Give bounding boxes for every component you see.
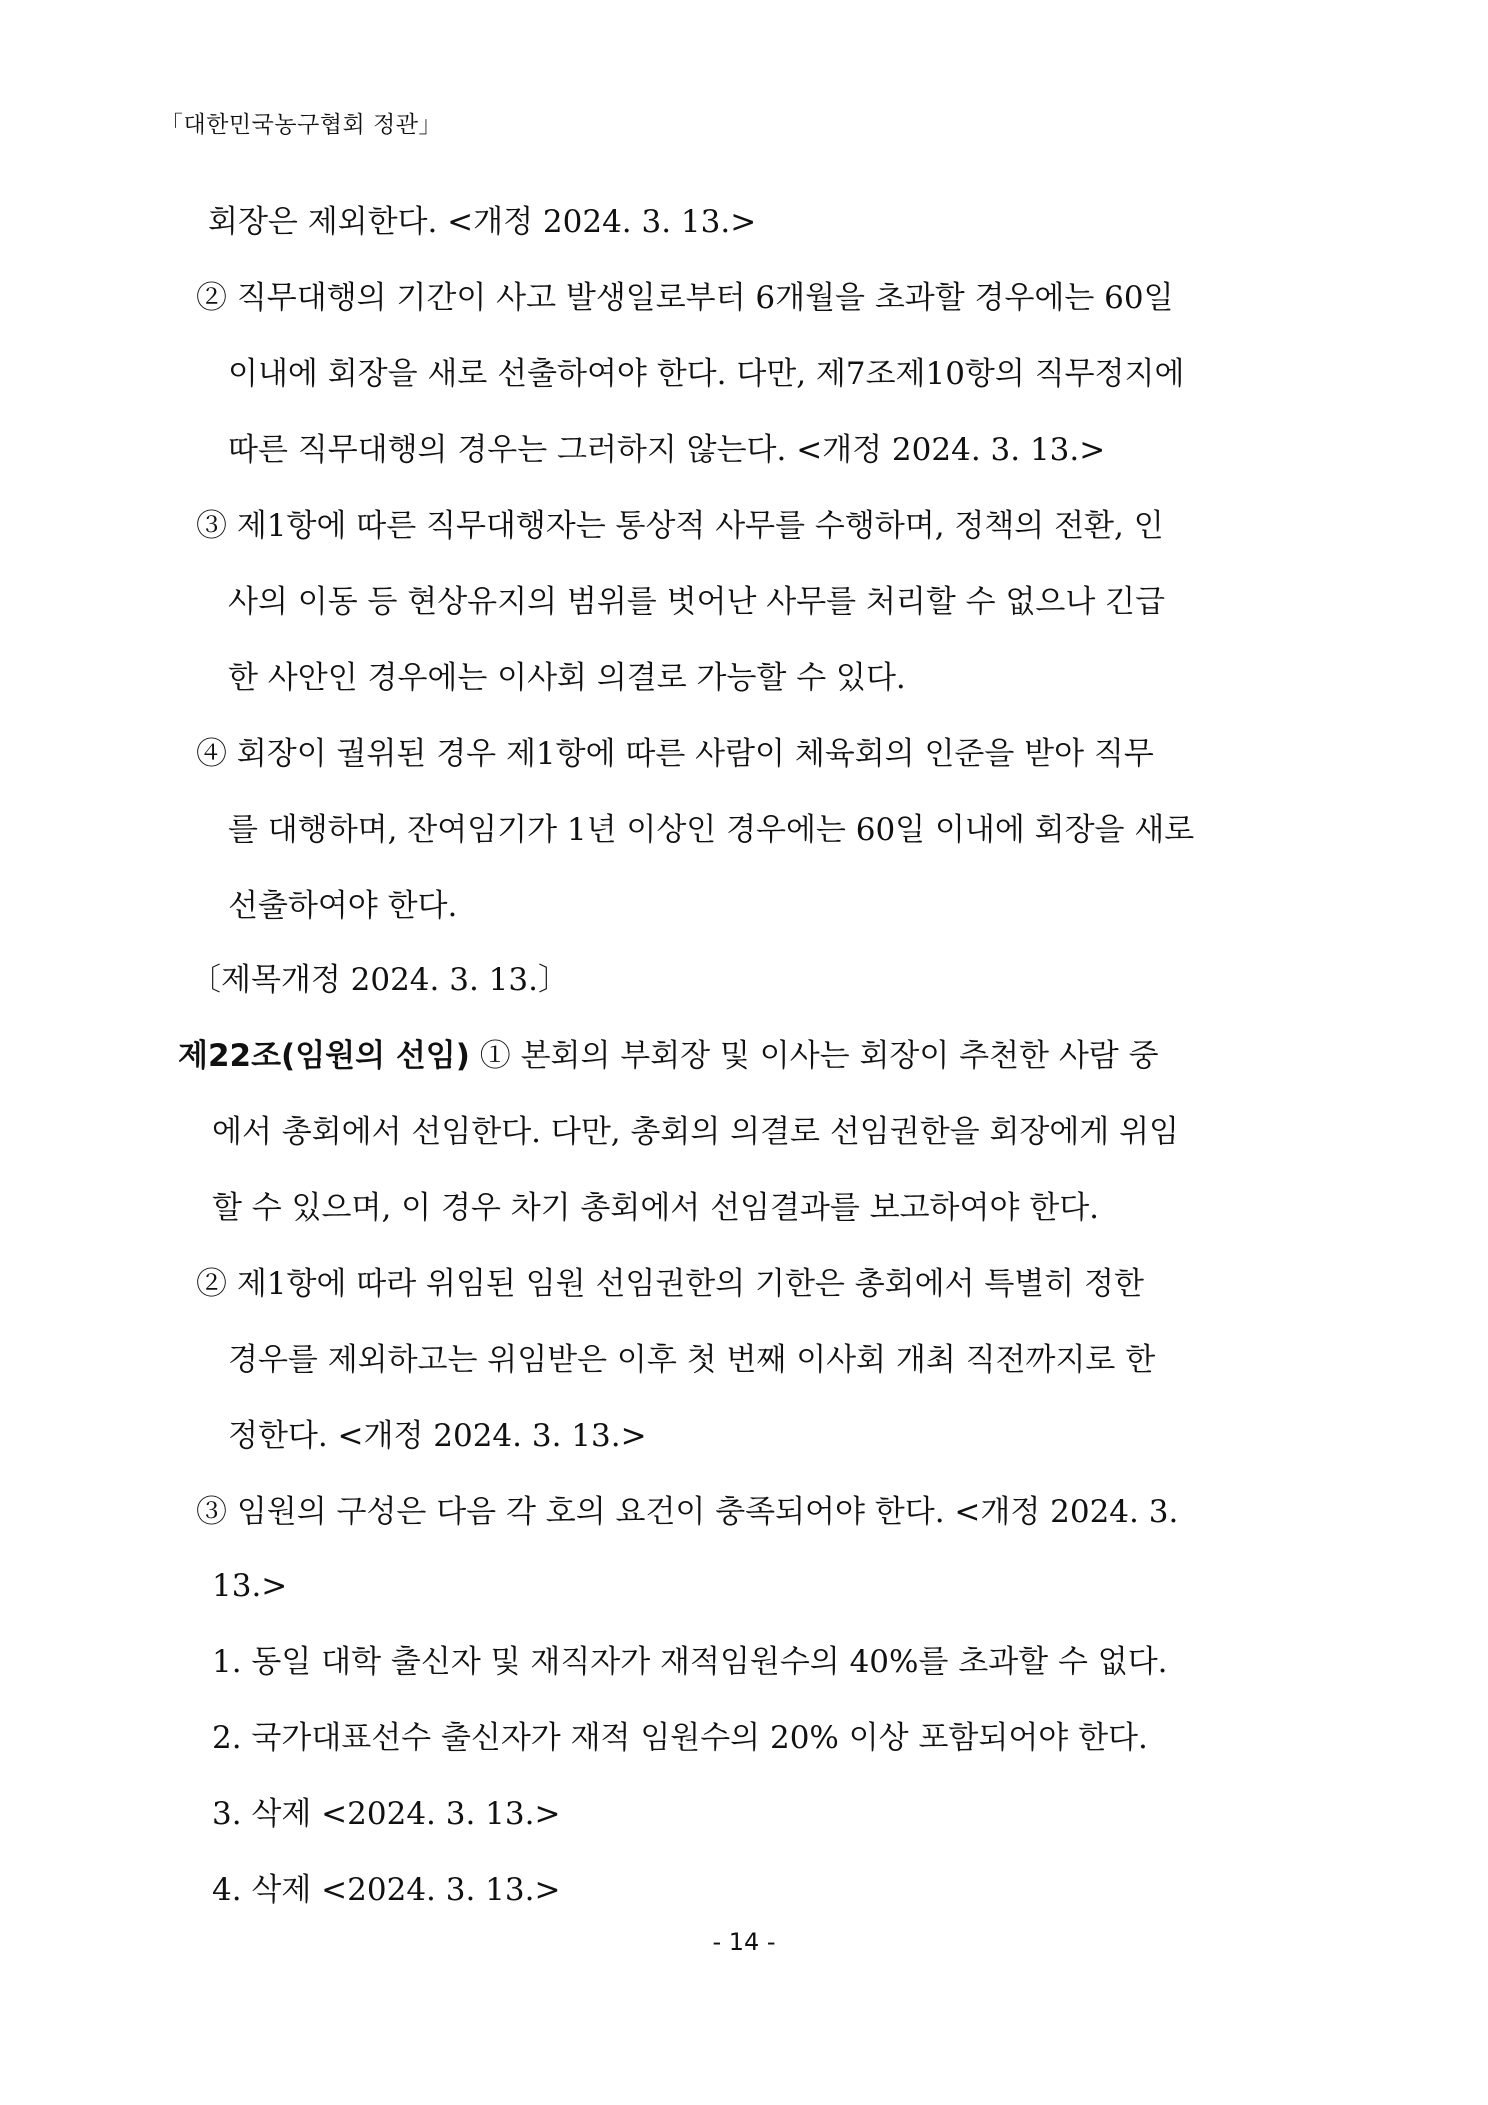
text-line: 회장은 제외한다. <개정 2024. 3. 13.> bbox=[208, 204, 757, 240]
text-line: ② 제1항에 따라 위임된 임원 선임권한의 기한은 총회에서 특별히 정한 bbox=[196, 1266, 1144, 1302]
text-line: 선출하여야 한다. bbox=[228, 888, 458, 924]
text-line: 정한다. <개정 2024. 3. 13.> bbox=[228, 1418, 647, 1454]
text-line: 를 대행하며, 잔여임기가 1년 이상인 경우에는 60일 이내에 회장을 새로 bbox=[228, 812, 1195, 848]
text-line: 〔제목개정 2024. 3. 13.〕 bbox=[190, 962, 569, 998]
text-line: ② 직무대행의 기간이 사고 발생일로부터 6개월을 초과할 경우에는 60일 bbox=[196, 280, 1174, 316]
article-22-first-line bbox=[178, 1036, 1159, 1076]
text-line: ③ 임원의 구성은 다음 각 호의 요건이 충족되어야 한다. <개정 2024. 3. bbox=[196, 1494, 1179, 1530]
text-line: 경우를 제외하고는 위임받은 이후 첫 번째 이사회 개최 직전까지로 한 bbox=[228, 1342, 1156, 1378]
article-22-title: 제22조(임원의 선임) bbox=[178, 1038, 470, 1074]
text-line: 에서 총회에서 선임한다. 다만, 총회의 의결로 선임권한을 회장에게 위임 bbox=[212, 1114, 1179, 1150]
document-header: 「대한민국농구협회 정관」 bbox=[160, 112, 442, 138]
text-line: 13.> bbox=[212, 1568, 288, 1604]
text-line: ③ 제1항에 따른 직무대행자는 통상적 사무를 수행하며, 정책의 전환, 인 bbox=[196, 508, 1164, 544]
text-line: 한 사안인 경우에는 이사회 의결로 가능할 수 있다. bbox=[228, 660, 906, 696]
text-line: 사의 이동 등 현상유지의 범위를 벗어난 사무를 처리할 수 없으나 긴급 bbox=[228, 584, 1166, 620]
text-line: ① 본회의 부회장 및 이사는 회장이 추천한 사람 중 bbox=[469, 1038, 1159, 1074]
page-number: - 14 - bbox=[712, 1928, 776, 1956]
text-line: 할 수 있으며, 이 경우 차기 총회에서 선임결과를 보고하여야 한다. bbox=[212, 1190, 1099, 1226]
text-line: 따른 직무대행의 경우는 그러하지 않는다. <개정 2024. 3. 13.> bbox=[228, 432, 1106, 468]
list-item: 1. 동일 대학 출신자 및 재직자가 재적임원수의 40%를 초과할 수 없다. bbox=[212, 1644, 1168, 1680]
text-line: ④ 회장이 궐위된 경우 제1항에 따른 사람이 체육회의 인준을 받아 직무 bbox=[196, 736, 1154, 772]
list-item: 2. 국가대표선수 출신자가 재적 임원수의 20% 이상 포함되어야 한다. bbox=[212, 1720, 1148, 1756]
list-item: 3. 삭제 <2024. 3. 13.> bbox=[212, 1796, 561, 1832]
list-item: 4. 삭제 <2024. 3. 13.> bbox=[212, 1872, 561, 1908]
text-line: 이내에 회장을 새로 선출하여야 한다. 다만, 제7조제10항의 직무정지에 bbox=[228, 356, 1185, 392]
